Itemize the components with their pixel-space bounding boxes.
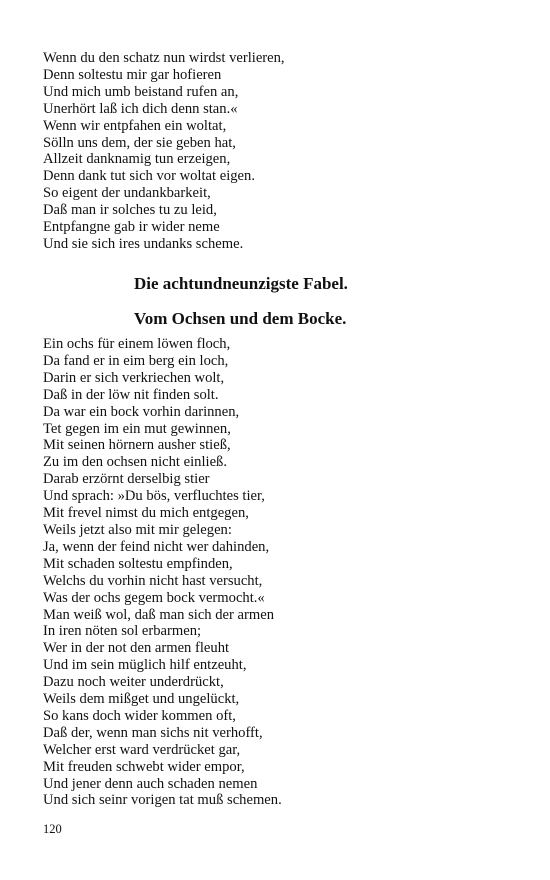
verse-line: Darab erzörnt derselbig stier [43,471,210,488]
verse-line: Tet gegen im ein mut gewinnen, [43,420,231,437]
verse-line: Da war ein bock vorhin darinnen, [43,403,240,420]
verse-line: Weils dem mißget und ungelückt, [43,691,240,708]
verse-line: Und im sein müglich hilf entzeuht, [43,657,247,674]
verse-line: Weils jetzt also mit mir gelegen: [43,521,232,538]
verse-line: Man weiß wol, daß man sich der armen [43,606,274,623]
verse-line: So kans doch wider kommen oft, [43,707,236,724]
verse-line: Ein ochs für einem löwen floch, [43,336,231,352]
fable-title-heading: Vom Ochsen und dem Bocke. [134,309,347,328]
fable-number-heading: Die achtundneunzigste Fabel. [134,274,348,293]
verse-line: Denn dank tut sich vor woltat eigen. [43,168,255,185]
verse-line: Da fand er in eim berg ein loch, [43,352,229,369]
verse-line: Daß man ir solches tu zu leid, [43,202,217,219]
verse-line: Mit seinen hörnern ausher stieß, [43,437,231,454]
verse-line: Und sie sich ires undanks scheme. [43,235,244,252]
verse-line: Und mich umb beistand rufen an, [43,83,239,100]
verse-line: Und sich seinr vorigen tat muß schemen. [43,792,282,809]
verse-line: Welchs du vorhin nicht hast versucht, [43,572,263,589]
verse-line: Mit freuden schwebt wider empor, [43,758,245,775]
verse-line: Dazu noch weiter underdrückt, [43,674,224,691]
verse-line: Was der ochs gegem bock vermocht.« [43,589,265,606]
verse-line: Darin er sich verkriechen wolt, [43,369,225,386]
verse-line: Ja, wenn der feind nicht wer dahinden, [43,538,270,555]
verse-line: Entpfangne gab ir wider neme [43,219,220,236]
verse-line: Wenn du den schatz nun wirdst verlieren, [43,50,285,66]
page-number: 120 [43,822,62,836]
top-stanza [43,50,285,253]
verse-line: Wenn wir entpfahen ein woltat, [43,117,227,134]
verse-line: Daß in der löw nit finden solt. [43,386,219,403]
verse-line: Unerhört laß ich dich denn stan.« [43,100,238,117]
verse-line: In iren nöten sol erbarmen; [43,623,202,640]
verse-line: Sölln uns dem, der sie geben hat, [43,134,236,151]
verse-line: Und jener denn auch schaden nemen [43,775,258,792]
verse-line: Mit frevel nimst du mich entgegen, [43,505,249,522]
verse-line: Und sprach: »Du bös, verfluchtes tier, [43,488,265,505]
verse-line: Allzeit danknamig tun erzeigen, [43,151,231,168]
verse-line: Denn soltestu mir gar hofieren [43,66,222,83]
verse-line: Wer in der not den armen fleuht [43,640,230,657]
verse-line: Daß der, wenn man sichs nit verhofft, [43,724,263,741]
verse-line: So eigent der undankbarkeit, [43,185,211,202]
verse-line: Zu im den ochsen nicht einließ. [43,454,227,471]
verse-line: Mit schaden soltestu empfinden, [43,555,233,572]
fable-text [43,336,282,809]
verse-line: Welcher erst ward verdrücket gar, [43,741,241,758]
